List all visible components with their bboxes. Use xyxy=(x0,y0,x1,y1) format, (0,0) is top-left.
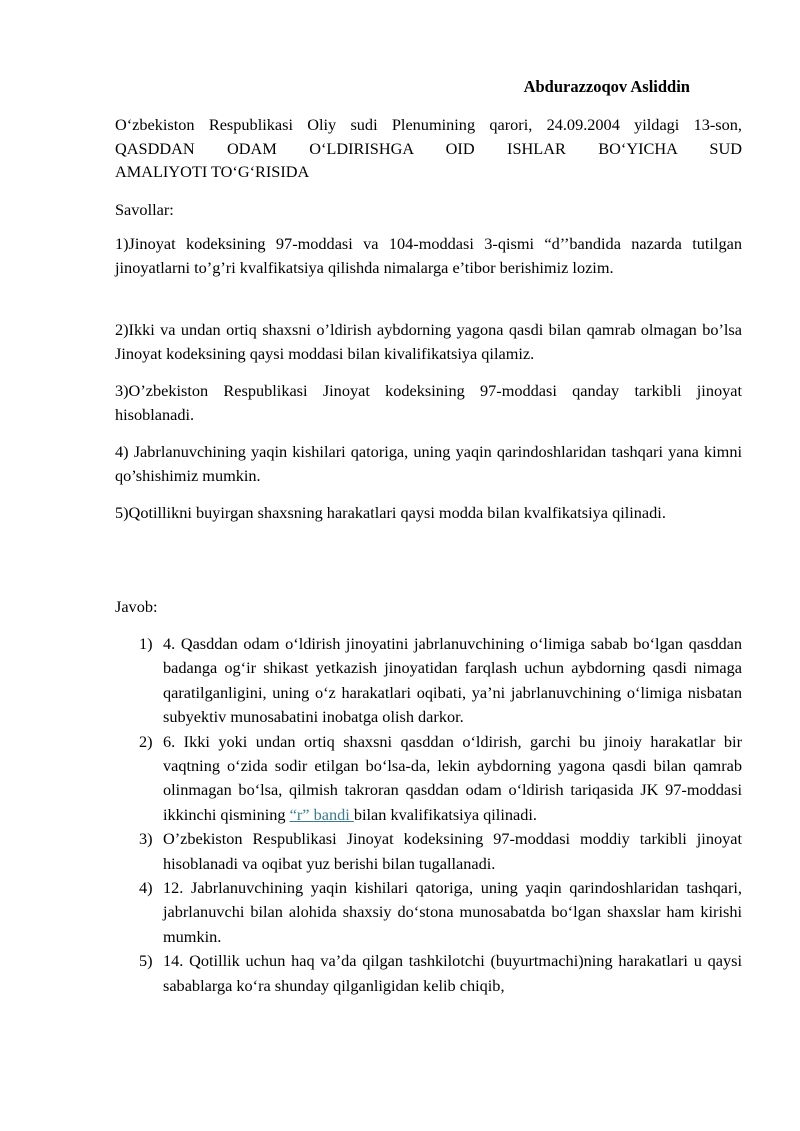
answer-item xyxy=(115,827,742,876)
answer-number: 5) xyxy=(139,951,153,971)
answer-number: 3) xyxy=(139,829,153,849)
answer-number: 1) xyxy=(139,634,153,653)
questions-label: Savollar: xyxy=(115,200,174,219)
answer-text: 14. Qotillik uchun haq va’da qilgan tashkilotchi (buyurtmachi)ning harakatlari u qaysi sabablarga ko‘ra shunday qilganligidan kelib chiqib, xyxy=(163,951,742,995)
author-name: Abdurazzoqov Asliddin xyxy=(523,77,690,96)
answer-text-continued: bilan kvalifikatsiya qilinadi. xyxy=(353,804,537,824)
answer-item xyxy=(115,876,742,949)
document-header xyxy=(115,113,742,184)
answer-number: 4) xyxy=(139,878,153,898)
answer-text: 12. Jabrlanuvchining yaqin kishilari qatoriga, uning yaqin qarindoshlaridan tashqari, jabrlanuvchi bilan alohida shaxsiy do‘stona munosabatda bo‘lgan shaxslar ham kirishi mumkin. xyxy=(163,878,742,946)
question-item: 1)Jinoyat kodeksining 97-moddasi va 104-moddasi 3-qismi “d’’bandida nazarda tutilgan jinoyatlarni to’g’ri kvalfikatsiya qilishda nimalarga e’tibor berishimiz lozim. xyxy=(115,234,742,277)
question-item: 2)Ikki va undan ortiq shaxsni o’ldirish aybdorning yagona qasdi bilan qamrab olmagan bo’lsa Jinoyat kodeksining qaysi moddasi bilan kivalifikatsiya qilamiz. xyxy=(115,320,742,363)
question-item: 5)Qotillikni buyirgan shaxsning harakatlari qaysi modda bilan kvalfikatsiya qilinadi. xyxy=(115,503,666,522)
question-item: 3)O’zbekiston Respublikasi Jinoyat kodeksining 97-moddasi qanday tarkibli jinoyat hisoblanadi. xyxy=(115,381,742,424)
answer-text: 6. Ikki yoki undan ortiq shaxsni qasddan o‘ldirish, garchi bu jinoiy harakatlar bir vaqtning o‘zida sodir etilgan bo‘lsa-da, lekin aybdorning yagona qasdi bilan qamrab olinmagan bo‘lsa, qilmish takroran qasddan odam o‘ldirish tariqasida JK 97-moddasi ikkinchi qismining xyxy=(163,731,742,824)
answer-number: 2) xyxy=(139,731,153,751)
answer-item xyxy=(115,949,742,998)
question-item: 4) Jabrlanuvchining yaqin kishilari qatoriga, uning yaqin qarindoshlaridan tashqari yana kimni qo’shishimiz mumkin. xyxy=(115,442,742,485)
answer-item xyxy=(115,632,742,730)
answers-list xyxy=(115,632,742,998)
answer-text: O’zbekiston Respublikasi Jinoyat kodeksining 97-moddasi moddiy tarkibli jinoyat hisoblanadi va oqibat yuz berishi bilan tugallanadi. xyxy=(163,829,742,873)
header-line-1: O‘zbekiston Respublikasi Oliy sudi Plenumining qarori, 24.09.2004 yildagi 13-son, xyxy=(115,115,742,134)
answer-item xyxy=(115,730,742,828)
header-line-3: AMALIYOTI TO‘G‘RISIDA xyxy=(115,162,310,181)
article-link[interactable]: “r” bandi xyxy=(289,804,354,824)
header-line-2: QASDDAN ODAM O‘LDIRISHGA OID ISHLAR BO‘YICHA SUD xyxy=(115,138,742,158)
answers-label: Javob: xyxy=(115,597,158,616)
answer-text: 4. Qasddan odam o‘ldirish jinoyatini jabrlanuvchining o‘limiga sabab bo‘lgan qasddan badanga og‘ir shikast yetkazish jinoyatidan farqlash uchun aybdorning qasdi nimaga qaratilganligini, uning o‘z harakatlari oqibati, ya’ni jabrlanuvchining o‘limiga nisbatan subyektiv munosabatini inobatga olish darkor. xyxy=(163,634,742,727)
